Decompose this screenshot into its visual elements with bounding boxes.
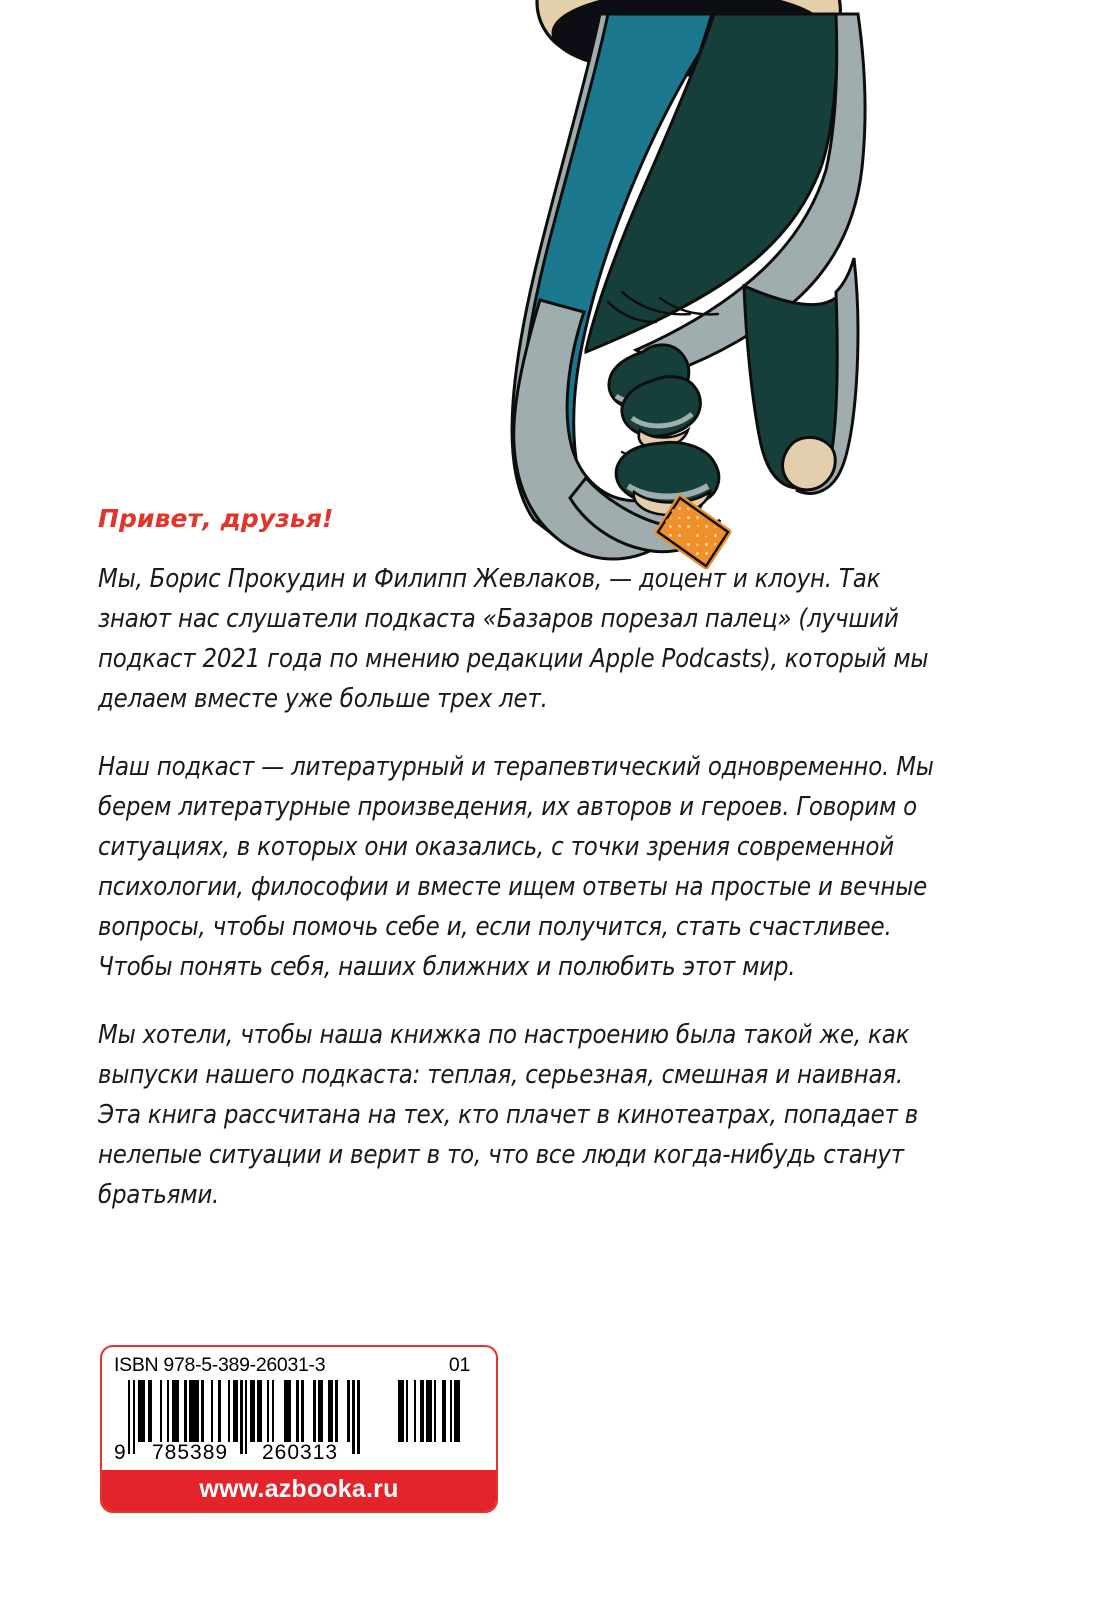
ean-left-group: 785389 [152,1441,229,1464]
barcode-area [100,1345,498,1513]
back-cover-copy [98,505,943,1215]
paragraph-3: Мы хотели, чтобы наша книжка по настроению была такой же, как выпуски нашего подкаста: теплая, серьезная, смешная и наивная. Эта книга рассчитана на тех, кто плачет в кинотеатрах, попадает в нелепые ситуации и верит в то, что все люди когда-нибудь станут братьями. [98,1019,919,1210]
ean-digits-row [114,1441,484,1465]
ean-right-group: 260313 [262,1441,339,1464]
ean-lead-digit: 9 [114,1441,127,1464]
paragraph-2: Наш подкаст — литературный и терапевтический одновременно. Мы берем литературные произведения, их авторов и героев. Говорим о ситуациях, в которых они оказались, с точки зрения современной психологии, философии и вместе ищем ответы на простые и вечные вопросы, чтобы помочь себе и, если получится, стать счастливее. Чтобы понять себя, наших ближних и полюбить этот мир. [98,751,934,982]
hand-illustration-svg [0,0,1100,580]
barcode-inner [102,1347,496,1465]
greeting-heading: Привет, друзья! [98,504,334,533]
paragraph-1: Мы, Борис Прокудин и Филипп Жевлаков, — доцент и клоун. Так знают нас слушатели подкаста «Базаров порезал палец» (лучший подкаст 2021 года по мнению редакции Apple Podcasts), который мы делаем вместе уже больше трех лет. [98,563,929,714]
ean-addon-bars [398,1380,464,1442]
cover-illustration [0,0,1100,580]
hand-shapes [512,0,865,566]
barcode-card [100,1345,498,1513]
isbn-label: ISBN 978-5-389-26031-3 [114,1354,326,1376]
publisher-url[interactable]: www.azbooka.ru [199,1475,399,1503]
publisher-url-band[interactable] [102,1470,496,1511]
isbn-row [114,1354,484,1377]
barcode-addon-label: 01 [448,1354,470,1376]
